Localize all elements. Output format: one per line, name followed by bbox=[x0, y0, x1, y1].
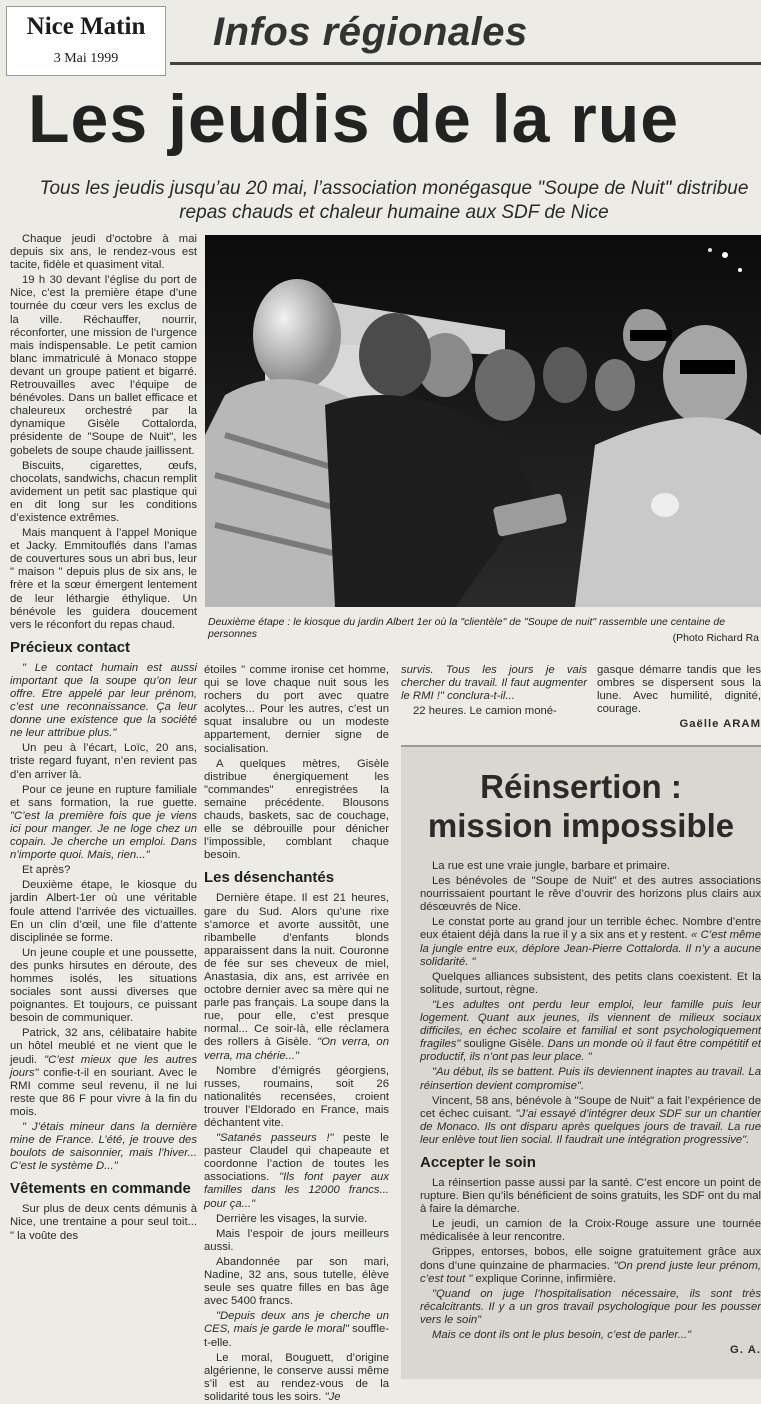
subheading-desenchantes: Les désenchantés bbox=[204, 869, 335, 887]
paragraph bbox=[10, 784, 197, 863]
paragraph: Derrière les visages, la survie. bbox=[216, 1212, 368, 1225]
author-signature: G. A. bbox=[730, 1344, 761, 1357]
paragraph: Un jeune couple et une poussette, des punks hirsutes en déroute, des hommes isolés, les situations sociales sont aussi diverses que poignantes. Et toujours, ce puissant besoin de communiquer. bbox=[10, 946, 197, 1025]
paragraph: Nombre d’émigrés géorgiens, russes, roumains, soit 26 nationalités recensées, croient trouver l’Eldorado en France, mais déchantent vite. bbox=[204, 1064, 389, 1129]
publication-date: 3 Mai 1999 bbox=[53, 51, 119, 66]
quote-paragraph: survis. Tous les jours je vais chercher du travail. Il faut augmenter le RMI !" conclura-t-il... bbox=[401, 664, 587, 703]
quote-run: "On verra, on verra, ma chérie..." bbox=[204, 1036, 389, 1062]
article-column-4 bbox=[597, 664, 761, 736]
text-run: Patrick, 32 ans, célibataire habite un hôtel meublé et ne vient que le jeudi. bbox=[10, 1027, 197, 1066]
quote-run: "Depuis deux ans je cherche un CES, mais je garde le moral" bbox=[204, 1310, 389, 1336]
sidebar-title-line-2: mission impossible bbox=[427, 807, 735, 844]
quote-run: "Je bbox=[324, 1390, 341, 1403]
quote-run: "J’ai essayé d’intégrer deux SDF sur un chantier de Monaco. Ils ont disparu après quelques jours de travail. La rue leur enlève tout lien social. Il faudrait une intégration progressive". bbox=[420, 1107, 761, 1146]
paragraph: étoiles " comme ironise cet homme, qui se love chaque nuit sous les rochers du port avec quatre acolytes... Pour les autres, c’est un squat insalubre ou un modeste appartement, dernier signe de socialisation. bbox=[204, 664, 389, 755]
paragraph: Deuxième étape, le kiosque du jardin Albert-1er où une véritable foule attend l’arrivée des victuailles. En un clin d’œil, une file d’attente disciplinée se forme. bbox=[10, 879, 197, 944]
text-run: Le constat porte au grand jour un terrible échec. Nombre d’entre eux étaient déjà dans la rue il y a six ans et y restent. bbox=[420, 916, 761, 942]
quote-run: Dans un monde où il faut être compétitif et productif, ils n’ont pas leur place. " bbox=[420, 1038, 761, 1064]
subheading-precieux-contact: Précieux contact bbox=[10, 638, 131, 656]
newspaper-name: Nice Matin bbox=[26, 13, 146, 40]
paragraph bbox=[204, 892, 389, 1062]
sidebar-title-line-1: Réinsertion : bbox=[480, 768, 682, 805]
photo-caption: Deuxième étape : le kiosque du jardin Albert 1er où la "clientèle" de "Soupe de nuit" rassemble une centaine de personnes bbox=[208, 616, 726, 640]
newspaper-masthead bbox=[6, 6, 166, 76]
quote-run: "C’est la première fois que je viens ici pour manger. Je ne loge chez un copain. Je cherche un emploi. Dans n’importe quoi. Mais, rien..." bbox=[10, 809, 197, 862]
subheading-vetements: Vêtements en commande bbox=[10, 1180, 191, 1198]
subheading-accepter-le-soin: Accepter le soin bbox=[420, 1153, 536, 1171]
paragraph: A quelques mètres, Gisèle distribue énergiquement les "commandes" enregistrées la semaine précédente. Blousons chauds, baskets, sac de couchage, elle se débrouille pour dénicher l’impossible, comblant chaque besoin. bbox=[204, 757, 389, 862]
paragraph: Mais l’espoir de jours meilleurs aussi. bbox=[204, 1227, 389, 1253]
text-run: confie-t-il en souriant. Avec le RMI comme seul revenu, il ne lui reste que 86 F pour vivre à la fin du mois. bbox=[10, 1066, 197, 1118]
quote-run: "C’est mieux que les autres jours" bbox=[10, 1053, 197, 1079]
section-title: Infos régionales bbox=[213, 10, 528, 54]
paragraph: Quelques alliances subsistent, des petits clans coexistent. Et la solitude, surtout, règne. bbox=[420, 970, 761, 996]
paragraph: Les bénévoles de "Soupe de Nuit" et des autres associations nourrissaient pourtant le rêve d’ouvrir des horizons plus clairs aux désœuvrés de Nice. bbox=[420, 875, 761, 914]
sidebar-text bbox=[420, 860, 761, 1375]
paragraph bbox=[10, 1027, 197, 1119]
paragraph bbox=[204, 1352, 389, 1404]
quote-paragraph: "Au début, ils se battent. Puis ils deviennent inaptes au travail. La réinsertion devient compromise". bbox=[420, 1066, 761, 1092]
text-run: Dernière étape. Il est 21 heures, gare du Sud. Alors qu’une rixe s’amorce et avorte aussitôt, une ribambelle d’enfants blonds apparaissent dans la nuit. Couronne de fée sur ses cheveux de miel, Anastasia, dix ans, est arrivée en octobre dernier avec sa mère qui ne parle pas français. La soupe dans la rue, pour elle, c’est presque normal... Ce soir-là, elle réclamera des rollers à Gisèle. bbox=[204, 892, 389, 1049]
paragraph: La rue est une vraie jungle, barbare et primaire. bbox=[432, 860, 670, 872]
article-photo bbox=[205, 235, 761, 607]
paragraph bbox=[420, 999, 761, 1064]
quote-run: « C’est même la jungle entre eux, déplore Jean-Pierre Cottalorda. Il n’y a aucune solidarité. " bbox=[420, 929, 761, 968]
quote-run: "Les adultes ont perdu leur emploi, leur famille puis leur logement. Quant aux jeunes, ils viennent de milieux sociaux difficiles, en échec scolaire et familial et sont psychologiquement fragiles" bbox=[420, 998, 761, 1051]
paragraph: 19 h 30 devant l’église du port de Nice, c’est la première étape d’une tournée du cœur vers les exclus de la ville. Réchauffer, nourrir, réconforter, une mission de l’urgence mais indispensable. Le petit camion blanc immatriculé à Monaco stoppe devant un groupe patient et bigarré. Retrouvailles avec l’équipe de bénévoles. Dans un ballet efficace et chaleureux orchestré par la dynamique Gisèle Cottalorda, présidente de "Soupe de Nuit", les gobelets de soupe chaude jaillissent. bbox=[10, 274, 197, 457]
text-run: souffle-t-elle. bbox=[204, 1323, 389, 1349]
sidebar-title bbox=[401, 767, 761, 845]
paragraph: 22 heures. Le camion moné- bbox=[413, 705, 557, 718]
paragraph: Chaque jeudi d’octobre à mai depuis six ans, le rendez-vous est tacite, fidèle et quasiment vital. bbox=[10, 233, 197, 272]
paragraph: Abandonnée par son mari, Nadine, 32 ans, sous tutelle, élève seule ses quatre filles en bas âge avec 5400 francs. bbox=[204, 1255, 389, 1308]
quote-paragraph: Mais ce dont ils ont le plus besoin, c’est de parler..." bbox=[432, 1329, 692, 1341]
quote-run: "Satanés passeurs !" bbox=[216, 1132, 334, 1145]
author-signature: Gaëlle ARAM bbox=[679, 718, 761, 731]
quote-run: "Ils font payer aux familles dans les 12000 francs... pour ça..." bbox=[204, 1171, 389, 1210]
quote-run: "On prend juste leur prénom, c’est tout " bbox=[420, 1259, 761, 1285]
text-run: Pour ce jeune en rupture familiale et sans formation, la rue guette. bbox=[10, 783, 197, 809]
paragraph: Mais manquent à l’appel Monique et Jacky. Emmitouflés dans l’amas de couvertures sous un abri bus, leur " maison " depuis plus de six ans, le frère et la sœur émergent lentement de leur léthargie éthylique. Un bénévole les guidera doucement vers le réconfort du repas chaud. bbox=[10, 527, 197, 631]
text-run: Le moral, Bouguett, d’origine algérienne, le conserve aussi même s’il est au rendez-vous de la solidarité tous les soirs. bbox=[204, 1351, 389, 1403]
quote-paragraph: "Quand on juge l’hospitalisation nécessaire, ils sont très récalcitrants. Il y a un gros travail psychologique pour les pousser vers le soin" bbox=[420, 1287, 761, 1326]
article-headline: Les jeudis de la rue bbox=[28, 81, 680, 157]
article-column-3 bbox=[401, 664, 587, 736]
article-deck: Tous les jeudis jusqu’au 20 mai, l’association monégasque "Soupe de Nuit" distribue repas chauds et chaleur humaine aux SDF de Nice bbox=[39, 178, 749, 223]
paragraph: La réinsertion passe aussi par la santé. C’est encore un point de rupture. Bien qu’ils bénéficient de soins gratuits, les SDF ont du mal à faire la démarche. bbox=[420, 1176, 761, 1216]
paragraph: Un peu à l’écart, Loïc, 20 ans, triste regard fuyant, n’en revient pas d’en arriver là. bbox=[10, 742, 197, 781]
photo-credit: (Photo Richard Ra bbox=[672, 632, 759, 644]
paragraph bbox=[420, 1246, 761, 1285]
paragraph bbox=[204, 1310, 389, 1349]
paragraph: Biscuits, cigarettes, œufs, chocolats, sandwichs, chacun remplit avidement un petit sac plastique qui en dit long sur les conditions d’existence extrêmes. bbox=[10, 459, 197, 524]
text-run: souligne Gisèle. bbox=[460, 1038, 548, 1051]
text-run: Vincent, 58 ans, bénévole à "Soupe de Nuit" a fait l’expérience de cet échec cuisant. bbox=[420, 1094, 761, 1120]
paragraph: Sur plus de deux cents démunis à Nice, une trentaine a pour seul toit... " la voûte des bbox=[10, 1203, 197, 1242]
text-run: peste le pasteur Claudel qui chapeaute et coordonne l’action de toutes les associations. bbox=[204, 1132, 389, 1184]
paragraph bbox=[420, 1095, 761, 1147]
paragraph: gasque démarre tandis que les ombres se dispersent sous la lune. Avec humilité, dignité, courage. bbox=[597, 664, 761, 716]
quote-paragraph: " J’étais mineur dans la dernière mine de France. L’été, je trouve des boulots de saisonnier, mais l’hiver... C’est le système D..." bbox=[10, 1121, 197, 1173]
text-run: Grippes, entorses, bobos, elle soigne gratuitement grâce aux dons d’une quinzaine de pharmacies. bbox=[420, 1246, 761, 1272]
quote-paragraph: " Le contact humain est aussi important que la soupe qu’on leur offre. Etre appelé par leur prénom, c’est une reconnaissance. Ça leur donne une existence que la société ne leur attribue plus." bbox=[10, 661, 197, 740]
article-column-1 bbox=[10, 233, 197, 1375]
article-column-2 bbox=[204, 664, 389, 1403]
paragraph bbox=[204, 1132, 389, 1211]
section-rule bbox=[170, 62, 761, 65]
text-run: explique Corinne, infirmière. bbox=[472, 1272, 617, 1285]
paragraph: Et après? bbox=[22, 864, 71, 877]
paragraph bbox=[420, 916, 761, 968]
paragraph: Le jeudi, un camion de la Croix-Rouge assure une tournée médicalisée à leur rencontre. bbox=[420, 1218, 761, 1244]
